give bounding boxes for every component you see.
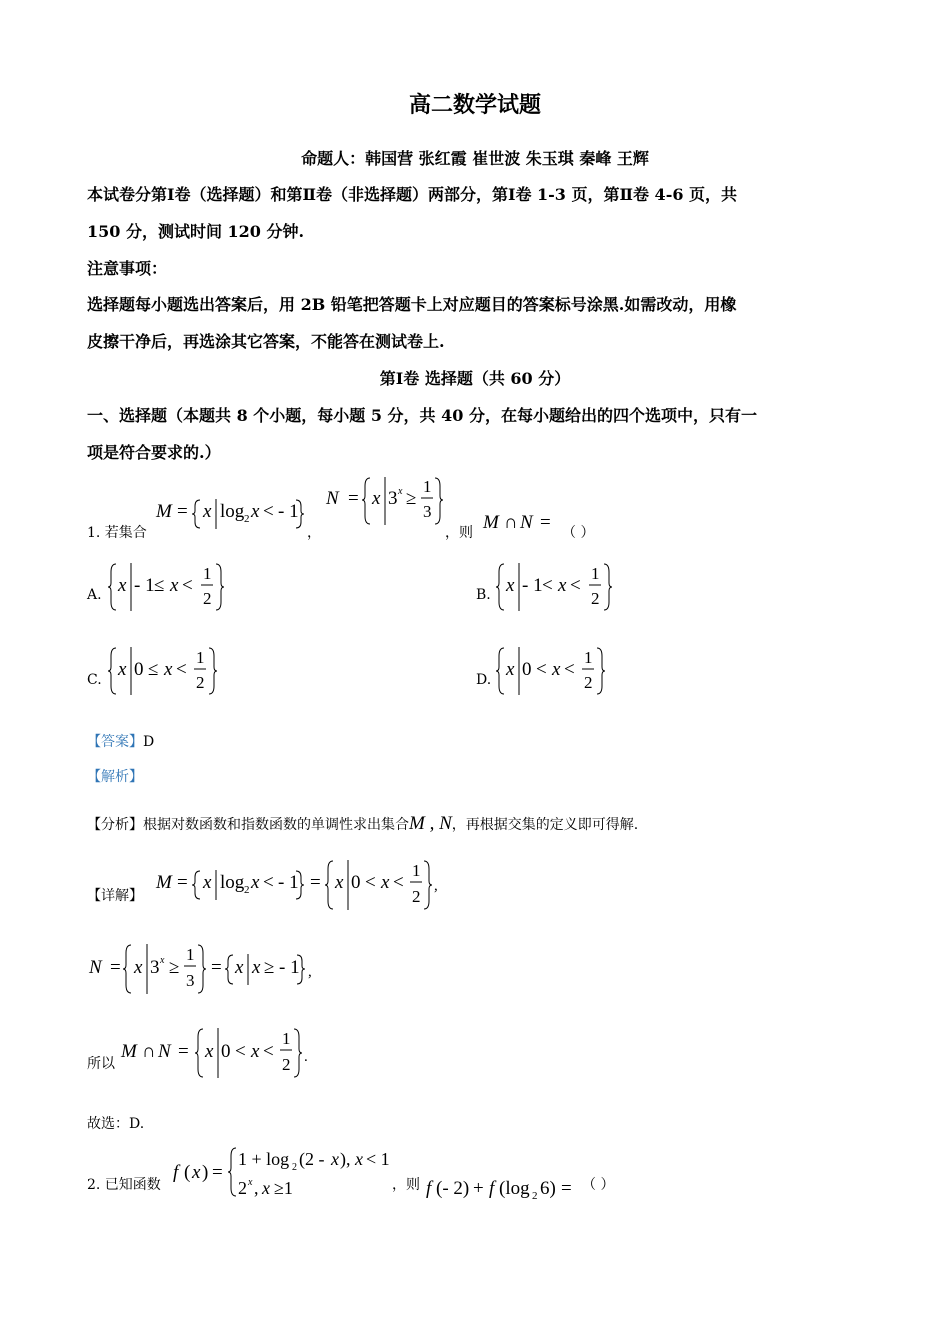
svg-text:2: 2	[244, 513, 250, 525]
svg-text:(: (	[184, 1162, 191, 1183]
svg-text:=: =	[110, 957, 121, 978]
q2-prefix: 2. 已知函数	[87, 1177, 161, 1193]
svg-text:=: =	[178, 1041, 189, 1062]
svg-text:x: x	[192, 1162, 201, 1183]
svg-text:2: 2	[203, 589, 212, 608]
svg-text:x: x	[235, 957, 244, 978]
q1-conclusion: 故选：D.	[87, 1116, 145, 1132]
section-line-1: 一、选择题（本题共 8 个小题，每小题 5 分，共 40 分，在每小题给出的四个选项中，只有一	[87, 406, 757, 425]
svg-text:1: 1	[412, 861, 421, 880]
option-c-label: C.	[87, 672, 102, 688]
svg-text:2: 2	[282, 1055, 291, 1074]
svg-text:,: ,	[308, 964, 312, 980]
svg-text:x: x	[506, 575, 515, 596]
svg-text:- 1: - 1	[134, 575, 155, 596]
svg-text:≥1: ≥1	[274, 1178, 293, 1198]
svg-text:0: 0	[134, 659, 144, 680]
answer-value: D	[143, 734, 155, 750]
svg-text:<: <	[263, 872, 274, 893]
page-title: 高二数学试题	[408, 92, 541, 118]
svg-text:x: x	[262, 1178, 270, 1198]
svg-text:N: N	[520, 512, 533, 533]
detail-n-math	[86, 938, 326, 998]
svg-text:x: x	[205, 1041, 214, 1062]
detail-result-math	[118, 1022, 318, 1082]
svg-text:2: 2	[196, 673, 205, 692]
svg-text:< 1: < 1	[366, 1149, 390, 1169]
authors-line: 命题人：韩国营 张红霞 崔世波 朱玉琪 秦峰 王辉	[301, 149, 649, 168]
fenxi-tag: 【分析】	[87, 817, 143, 833]
option-b-label: B.	[476, 587, 491, 603]
svg-text:∩: ∩	[142, 1041, 156, 1062]
svg-text:1 + log: 1 + log	[238, 1149, 290, 1169]
fenxi-rest: ，再根据交集的定义即可得解.	[451, 817, 639, 833]
svg-text:(2 -: (2 -	[299, 1149, 325, 1169]
svg-text:x: x	[381, 872, 390, 893]
option-c-math	[106, 644, 226, 700]
svg-text:3: 3	[186, 971, 195, 990]
svg-text:x: x	[160, 955, 165, 966]
svg-text:=: =	[177, 501, 188, 522]
svg-text:f: f	[489, 1178, 495, 1199]
svg-text:6): 6)	[540, 1178, 556, 1199]
svg-text:x: x	[552, 659, 561, 680]
svg-text:(log: (log	[499, 1178, 530, 1199]
svg-text:0: 0	[351, 872, 361, 893]
svg-text:<: <	[570, 575, 581, 596]
option-d-label: D.	[476, 672, 492, 688]
svg-text:≥: ≥	[406, 488, 417, 509]
svg-text:1: 1	[591, 564, 600, 583]
svg-text:x: x	[118, 575, 127, 596]
svg-text:1: 1	[282, 1029, 291, 1048]
svg-text:M: M	[156, 872, 172, 893]
svg-text:≤: ≤	[148, 659, 159, 680]
svg-text:N: N	[326, 488, 339, 509]
svg-text:- 1: - 1	[522, 575, 543, 596]
q1-set-n	[322, 472, 452, 532]
svg-text:x: x	[203, 872, 212, 893]
svg-text:.: .	[304, 1049, 308, 1065]
svg-text:x: x	[372, 488, 381, 509]
svg-text:=: =	[211, 957, 222, 978]
svg-text:,: ,	[434, 878, 438, 894]
svg-text:<: <	[182, 575, 193, 596]
svg-text:1: 1	[186, 945, 195, 964]
svg-text:<: <	[393, 872, 404, 893]
intro-line-2: 150 分，测试时间 120 分钟.	[87, 222, 305, 241]
svg-text:),: ),	[340, 1149, 351, 1169]
svg-text:0: 0	[221, 1041, 231, 1062]
svg-text:2: 2	[238, 1178, 247, 1198]
q1-comma: ，	[307, 525, 321, 541]
svg-text:log: log	[220, 501, 245, 522]
svg-text:1: 1	[203, 564, 212, 583]
svg-text:x: x	[331, 1149, 339, 1169]
svg-text:,: ,	[254, 1178, 259, 1198]
svg-text:): )	[202, 1162, 209, 1183]
svg-text:≥: ≥	[169, 957, 180, 978]
svg-text:2: 2	[584, 673, 593, 692]
svg-text:f: f	[426, 1178, 432, 1199]
section-line-2: 项是符合要求的.）	[87, 443, 221, 462]
svg-text:x: x	[248, 1177, 253, 1188]
svg-text:2: 2	[591, 589, 600, 608]
q2-blank: （ ）	[582, 1177, 615, 1193]
svg-text:1: 1	[423, 477, 432, 496]
option-a-label: A.	[87, 587, 102, 603]
q1-then: ，则	[445, 525, 473, 541]
svg-text:3: 3	[388, 488, 398, 509]
svg-text:x: x	[203, 501, 212, 522]
q1-question-expr	[480, 508, 570, 536]
part1-heading: 第Ⅰ卷 选择题（共 60 分）	[379, 369, 571, 388]
svg-text:=: =	[540, 512, 551, 533]
option-b-math	[494, 560, 624, 616]
svg-text:N: N	[158, 1041, 171, 1062]
svg-text:N: N	[89, 957, 102, 978]
svg-text:x: x	[134, 957, 143, 978]
svg-text:log: log	[220, 872, 245, 893]
svg-text:x: x	[398, 486, 403, 497]
svg-text:1: 1	[584, 648, 593, 667]
svg-text:2: 2	[412, 887, 421, 906]
svg-text:x: x	[251, 872, 260, 893]
q2-then: ，则	[392, 1177, 420, 1193]
svg-text:1: 1	[196, 648, 205, 667]
svg-text:<: <	[263, 1041, 274, 1062]
svg-text:x: x	[251, 1041, 260, 1062]
q1-set-m	[152, 486, 312, 542]
svg-text:<: <	[176, 659, 187, 680]
svg-text:≥: ≥	[264, 957, 275, 978]
fenxi-text: 根据对数函数和指数函数的单调性求出集合	[143, 817, 409, 833]
svg-text:<: <	[263, 501, 274, 522]
svg-text:x: x	[164, 659, 173, 680]
q2-function-def	[170, 1140, 395, 1204]
svg-text:f: f	[173, 1162, 179, 1183]
analysis-tag: 【解析】	[87, 769, 143, 785]
svg-text:<: <	[564, 659, 575, 680]
intro-line-1: 本试卷分第Ⅰ卷（选择题）和第Ⅱ卷（非选择题）两部分，第Ⅰ卷 1-3 页，第Ⅱ卷 4-6 页，共	[87, 185, 738, 204]
svg-text:M: M	[156, 501, 172, 522]
answer-tag: 【答案】	[87, 734, 143, 750]
svg-text:x: x	[335, 872, 344, 893]
option-d-math	[494, 644, 614, 700]
svg-text:<: <	[542, 575, 553, 596]
svg-text:+: +	[473, 1178, 484, 1199]
svg-text:x: x	[170, 575, 179, 596]
svg-text:3: 3	[423, 502, 432, 521]
detail-tag: 【详解】	[87, 888, 143, 904]
svg-text:3: 3	[150, 957, 160, 978]
notice-line-2: 皮擦干净后，再选涂其它答案，不能答在测试卷上.	[87, 332, 445, 351]
q1-blank: （ ）	[562, 525, 595, 541]
svg-text:=: =	[310, 872, 321, 893]
svg-text:M: M	[483, 512, 499, 533]
svg-text:∩: ∩	[504, 512, 518, 533]
svg-text:=: =	[348, 488, 359, 509]
fenxi-vars: M , N	[409, 813, 452, 834]
svg-text:≤: ≤	[154, 575, 165, 596]
q2-expression	[422, 1172, 587, 1202]
detail-so: 所以	[87, 1056, 115, 1072]
svg-text:- 1: - 1	[279, 957, 300, 978]
svg-text:x: x	[118, 659, 127, 680]
svg-text:2: 2	[244, 884, 250, 896]
notice-title: 注意事项：	[87, 259, 168, 278]
svg-text:x: x	[252, 957, 261, 978]
svg-text:(- 2): (- 2)	[436, 1178, 470, 1199]
svg-text:x: x	[355, 1149, 363, 1169]
svg-text:<: <	[235, 1041, 246, 1062]
svg-text:<: <	[536, 659, 547, 680]
svg-text:- 1: - 1	[278, 501, 299, 522]
detail-m-math	[152, 856, 442, 916]
svg-text:0: 0	[522, 659, 532, 680]
svg-text:M: M	[121, 1041, 137, 1062]
notice-line-1: 选择题每小题选出答案后，用 2B 铅笔把答题卡上对应题目的答案标号涂黑.如需改动，用橡	[87, 295, 737, 314]
svg-text:x: x	[506, 659, 515, 680]
svg-text:- 1: - 1	[278, 872, 299, 893]
svg-text:=: =	[561, 1178, 572, 1199]
option-a-math	[106, 560, 236, 616]
svg-text:2: 2	[292, 1162, 297, 1173]
svg-text:2: 2	[532, 1190, 538, 1202]
svg-text:=: =	[212, 1162, 223, 1183]
svg-text:x: x	[251, 501, 260, 522]
q1-prefix: 1. 若集合	[87, 525, 147, 541]
svg-text:<: <	[365, 872, 376, 893]
svg-text:=: =	[177, 872, 188, 893]
svg-text:x: x	[558, 575, 567, 596]
